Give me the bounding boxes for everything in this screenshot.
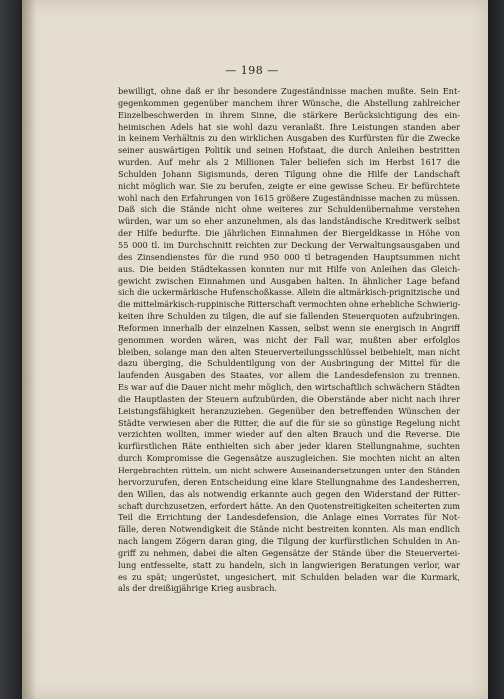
text-line: der Hilfe bedurfte. Die jährlichen Einnahmen der Biergeldkasse in Höhe von: [118, 228, 460, 239]
text-line: Es war auf die Dauer nicht mehr möglich, den wirtschaftlich schwächern Städten: [118, 382, 460, 393]
text-line: laufenden Ausgaben des Staates, vor allem die Landesdefension zu trennen.: [118, 370, 460, 381]
text-line: keiten ihre Schulden zu tilgen, die auf sie fallenden Steuerquoten aufzubringen.: [118, 311, 460, 322]
text-line: gewicht zwischen Einnahmen und Ausgaben halten. In ähnlicher Lage befand: [118, 275, 460, 286]
text-line: fälle, deren Notwendigkeit die Stände nicht bestreiten konnten. Als man endlich: [118, 524, 460, 535]
text-line: es zu spät; ungerüstet, ungesichert, mit Schulden beladen war die Kurmark,: [118, 571, 460, 582]
page-gutter-shadow: [22, 0, 36, 699]
text-line: durch Kompromisse die Gegensätze auszugleichen. Sie mochten nicht an alten: [118, 453, 460, 464]
page-number: — 198 —: [225, 64, 279, 77]
text-line: würden, war um so eher anzunehmen, als das landständische Kreditwerk selbst: [118, 216, 460, 227]
body-text: [118, 86, 460, 595]
text-line: Leistungsfähigkeit heranzuziehen. Gegenüber den betreffenden Wünschen der: [118, 405, 460, 416]
text-line: als der dreißigjährige Krieg ausbrach.: [118, 583, 277, 594]
text-line: die Hauptlasten der Steuern aufzubürden, die Oberstände aber nicht nach ihrer: [118, 393, 460, 404]
text-line: des Zinsendienstes für die rund 950 000 tl betragenden Hauptsummen nicht: [118, 251, 460, 262]
text-line: aus. Die beiden Städtekassen konnten nur mit Hilfe von Anleihen das Gleich-: [118, 263, 460, 274]
text-line: gegenkommen gegenüber manchem ihrer Wünsche, die Abstellung zahlreicher: [118, 97, 460, 108]
text-line: Einzelbeschwerden in ihrem Sinne, die stärkere Berücksichtigung des ein-: [118, 109, 460, 120]
text-line: sich die uckermärkische Hufenschoßkasse. Allein die altmärkisch-prignitzische und: [118, 288, 460, 298]
text-line: kurfürstlichen Räte enthielten sich aber jeder klaren Stellungnahme, suchten: [118, 441, 460, 452]
text-line: nach langem Zögern daran ging, die Tilgung der kurfürstlichen Schulden in An-: [118, 536, 460, 547]
text-line: lung entfesselte, statt zu handeln, sich in langwierigen Beratungen verlor, war: [118, 559, 460, 570]
book-spine-edge: [0, 0, 22, 699]
text-line: bleiben, solange man den alten Steuerverteilungsschlüssel beibehielt, man nicht: [118, 346, 460, 357]
text-line: Hergebrachten rütteln, um nicht schwere Auseinandersetzungen unter den Ständen: [118, 466, 460, 475]
text-line: Teil die Errichtung der Landesdefension, die Anlage eines Vorrates für Not-: [118, 512, 460, 523]
text-line: dazu überging, die Schuldentilgung von der Ausbringung der Mittel für die: [118, 358, 460, 369]
text-line: Schulden Johann Sigismunds, deren Tilgung ohne die Hilfe der Landschaft: [118, 168, 460, 179]
text-line: Städte verwiesen aber die Ritter, die auf die für sie so günstige Regelung nicht: [118, 417, 460, 428]
text-line: in keinem Verhältnis zu den wirklichen Ausgaben des Kurfürsten für die Zwecke: [118, 133, 460, 144]
text-line: wurden. Auf mehr als 2 Millionen Taler beliefen sich im Herbst 1617 die: [118, 157, 460, 168]
text-line: Reformen innerhalb der einzelnen Kassen, selbst wenn sie energisch in Angriff: [118, 322, 460, 333]
text-line: die mittelmärkisch-ruppinische Ritterschaft vermochten ohne erhebliche Schwierig-: [118, 300, 460, 310]
text-line: genommen worden wären, was nicht der Fall war, mußten aber erfolglos: [118, 334, 460, 345]
text-line: Daß sich die Stände nicht ohne weiteres zur Schuldenübernahme verstehen: [118, 204, 460, 215]
text-line: griff zu nehmen, dabei die alten Gegensätze der Stände über die Steuervertei-: [118, 547, 460, 558]
text-line: den Willen, das als notwendig erkannte auch gegen den Widerstand der Ritter-: [118, 488, 460, 499]
text-line: wohl nach den Erfahrungen von 1615 größere Zugeständnisse machen zu müssen.: [118, 193, 460, 203]
text-line: bewilligt, ohne daß er ihr besondere Zugeständnisse machen mußte. Sein Ent-: [118, 86, 460, 96]
text-line: nicht möglich war. Sie zu berufen, zeigte er eine gewisse Scheu. Er befürchtete: [118, 180, 460, 191]
text-line: verzichten wollten, immer wieder auf den alten Brauch und die Reverse. Die: [118, 429, 460, 440]
text-line: 55 000 tl. im Durchschnitt reichten zur Deckung der Verwaltungsausgaben und: [118, 239, 460, 250]
text-line: hervorzurufen, deren Entscheidung eine klare Stellungnahme des Landesherren,: [118, 476, 460, 487]
page-edge-shadow: [488, 0, 504, 699]
text-line: seiner auswärtigen Politik und seinen Hofstaat, die durch Anleihen bestritten: [118, 145, 460, 156]
text-line: heimischen Adels hat sie wohl dazu veranlaßt. Ihre Leistungen standen aber: [118, 121, 460, 132]
text-line: schaft durchzusetzen, erfordert hätte. An den Quotenstreitigkeiten scheiterten zum: [118, 501, 460, 511]
